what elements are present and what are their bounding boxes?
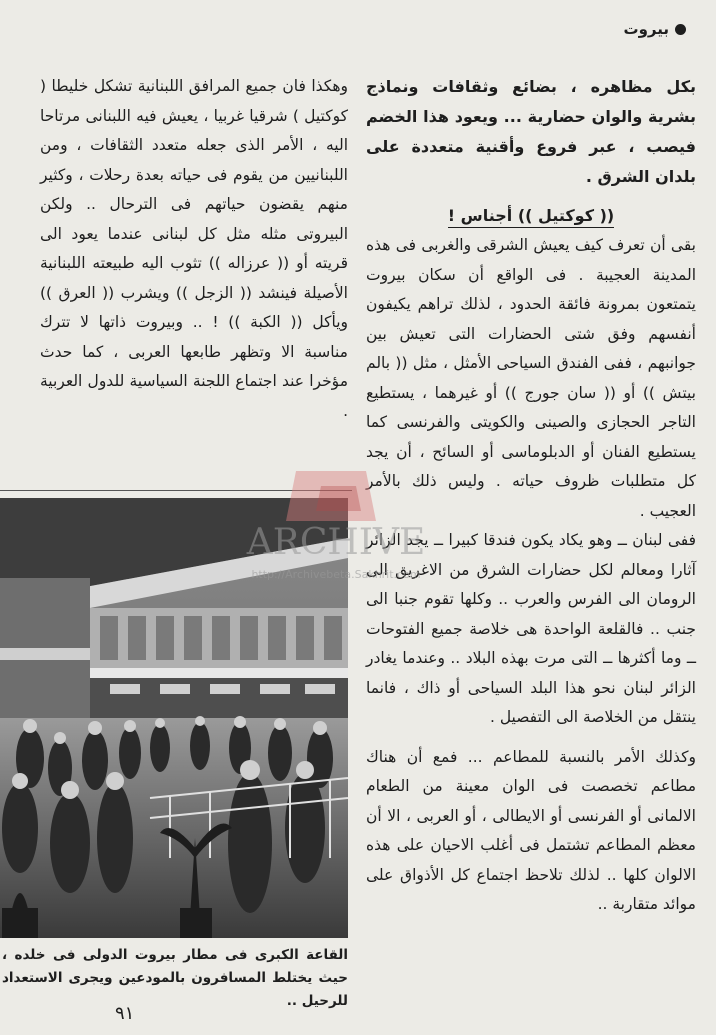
- left-column: [40, 72, 348, 426]
- body-paragraph-1: بقى أن تعرف كيف يعيش الشرقى والغربى فى هذه المدينة العجيبة . فى الواقع أن سكان بيروت يتمتعون بمرونة فائقة الحدود ، لذلك تراهم يكيفون أنفسهم وفق شتى الحضارات التى تعيش بين جوانبهم ، ففى الفندق السياحى الأمثل ، مثل (( بالم بيتش )) أو (( سان جورج )) أو غيرهما ، يستطيع التاجر الحجازى والصينى والكويتى والفرنسى كما يستطيع الفنان أو الدبلوماسى أو السائح ، أن يجد كل متطلبات ظروف حياته . وليس ذلك بالأمر العجيب .: [366, 236, 696, 520]
- watermark-title: ARCHIVE: [246, 522, 426, 563]
- watermark-url: http://Archivebeta.Sakhrit.com: [251, 568, 421, 581]
- page-header: [624, 20, 686, 38]
- divider: [0, 490, 352, 491]
- section-title: بيروت: [623, 20, 669, 38]
- right-column: [366, 72, 696, 920]
- body-paragraph-3: وكذلك الأمر بالنسبة للمطاعم ... فمع أن هناك مطاعم تخصصت فى الوان معينة من الطعام الالمانى أو الفرنسى أو الايطالى ، أو العربى ، الا أن معظم المطاعم تشتمل فى أغلب الاحيان على هذه الالوان كلها .. لذلك تلاحظ اجتماع كل الأذواق على موائد متقاربة ..: [366, 747, 696, 913]
- airport-hall-photo: [0, 498, 348, 938]
- intro-paragraph: بكل مظاهره ، بضائع وثقافات ونماذج بشرية والوان حضارية ... ويعود هذا الخضم فيصب ، عبر فروع وأقنية متعددة على بلدان الشرق .: [366, 77, 696, 186]
- bullet-icon: [675, 24, 686, 35]
- airport-photo-illustration: [0, 498, 348, 938]
- subheading: [366, 206, 696, 225]
- photo-caption: القاعة الكبرى فى مطار بيروت الدولى فى خلده ، حيث يختلط المسافرون بالمودعين ويجرى الاستعداد للرحيل ..: [2, 947, 348, 1009]
- subheading-text: (( كوكتيل )) أجناس !: [448, 206, 614, 228]
- left-paragraph: وهكذا فان جميع المرافق اللبنانية تشكل خليطا ( كوكتيل ) شرقيا غربيا ، يعيش فيه اللبنانى مرتاحا اليه ، الأمر الذى جعله متعدد الثقافات ، ومن اللبنانيين من يقوم فى حياته بعدة رحلات ، وكثير منهم يقضون حياتهم فى الترحال .. ولكن البيروتى مثله مثل كل لبنانى عندما يعود الى قريته أو (( عرزاله )) تثوب اليه طبيعته اللبنانية الأصيلة فينشد (( الزجل )) ويشرب (( العرق )) ويأكل (( الكبة )) ! .. وبيروت ذاتها لا تترك مناسبة الا وتظهر طابعها العربى ، كما حدث مؤخرا عند اجتماع اللجنة السياسية للدول العربية .: [40, 77, 348, 420]
- page-number: ٩١: [115, 1003, 135, 1024]
- body-paragraph-2: ففى لبنان ــ وهو يكاد يكون فندقا كبيرا ــ يجد الزائر آثارا ومعالم لكل حضارات الشرق من الاغريق الى الرومان الى الفرس والعرب .. وكلها تقوم جنبا الى جنب .. فالقلعة الواحدة هى خلاصة جميع الفتوحات ــ وما أكثرها ــ التى مرت بهذه البلاد .. وعندما يغادر الزائر لبنان نحو هذا البلد السياحى أو ذاك ، فانما ينتقل من الخلاصة الى التفصيل .: [366, 531, 696, 726]
